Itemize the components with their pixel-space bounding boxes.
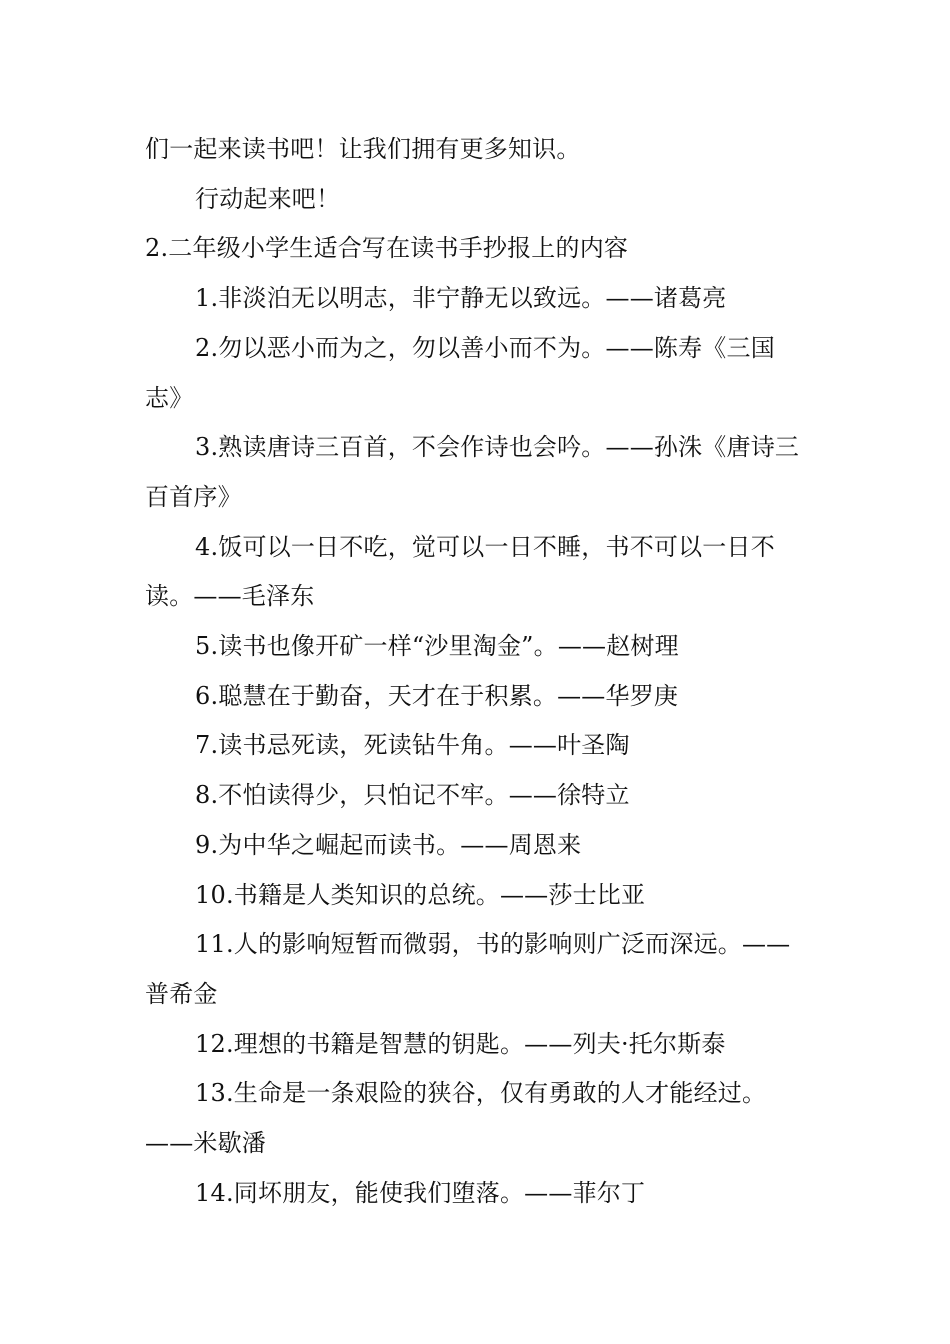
quote-item-13: 13.生命是一条艰险的狭谷，仅有勇敢的人才能经过。——米歇潘 <box>145 1079 767 1158</box>
quote-item-9: 9.为中华之崛起而读书。——周恩来 <box>195 830 582 859</box>
quote-item-12: 12.理想的书籍是智慧的钥匙。——列夫·托尔斯泰 <box>195 1029 726 1058</box>
quote-item-2: 2.勿以恶小而为之，勿以善小而不为。——陈寿《三国志》 <box>145 333 775 412</box>
document-body <box>145 125 810 1218</box>
quote-item-5: 5.读书也像开矿一样“沙里淘金”。——赵树理 <box>195 632 679 661</box>
quote-item-6: 6.聪慧在于勤奋，天才在于积累。——华罗庚 <box>195 681 679 710</box>
quote-item-1: 1.非淡泊无以明志，非宁静无以致远。——诸葛亮 <box>195 284 727 313</box>
quote-item-14: 14.同坏朋友，能使我们堕落。——菲尔丁 <box>195 1178 646 1207</box>
paragraph-call-to-action: 行动起来吧！ <box>195 184 341 213</box>
section-heading: 2.二年级小学生适合写在读书手抄报上的内容 <box>145 234 629 263</box>
quote-item-4: 4.饭可以一日不吃，觉可以一日不睡，书不可以一日不读。——毛泽东 <box>145 532 775 611</box>
quote-item-10: 10.书籍是人类知识的总统。——莎士比亚 <box>195 880 646 909</box>
quote-item-7: 7.读书忌死读，死读钻牛角。——叶圣陶 <box>195 731 630 760</box>
paragraph-continuation: 们一起来读书吧！让我们拥有更多知识。 <box>145 135 581 163</box>
quote-item-8: 8.不怕读得少，只怕记不牢。——徐特立 <box>195 781 630 810</box>
quote-item-11: 11.人的影响短暂而微弱，书的影响则广泛而深远。——普希金 <box>145 930 791 1008</box>
quote-item-3: 3.熟读唐诗三百首，不会作诗也会吟。——孙洙《唐诗三百首序》 <box>145 433 800 511</box>
